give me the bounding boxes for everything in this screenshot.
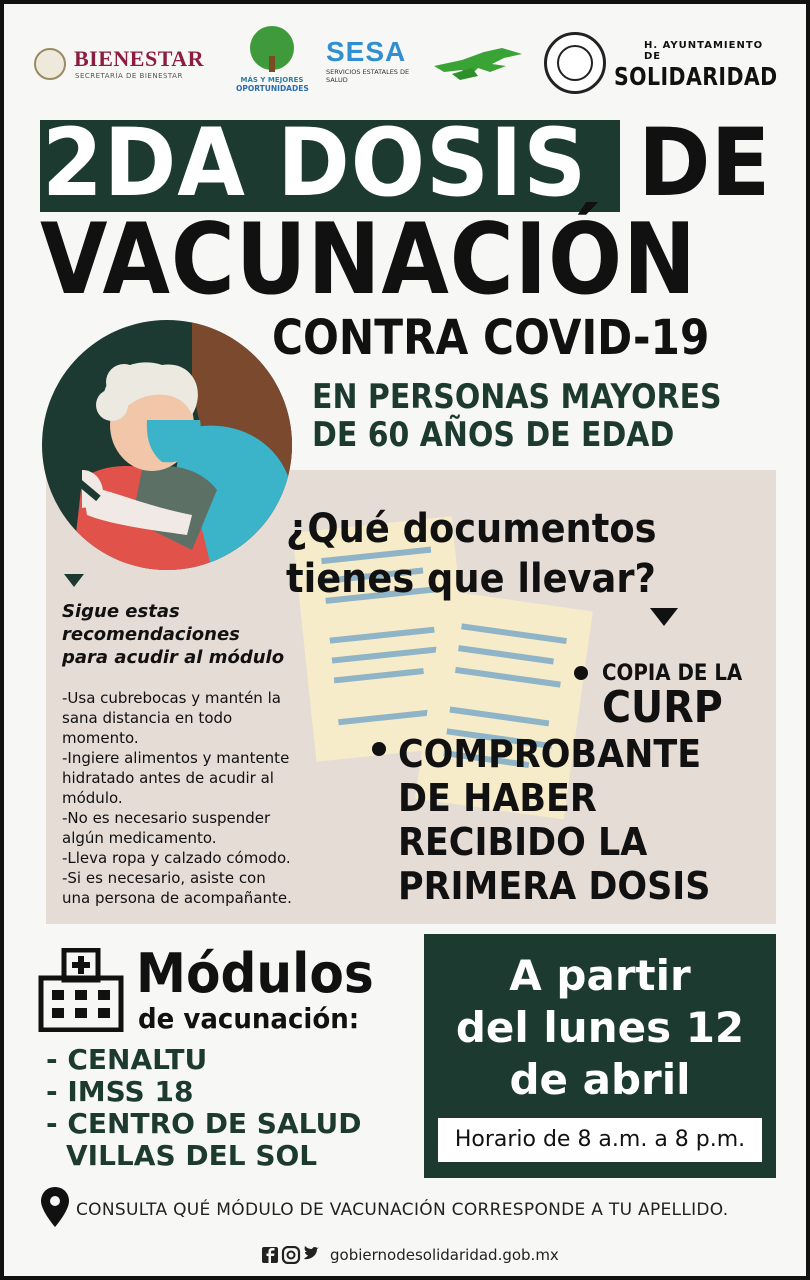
document-item-comprobante [398, 732, 710, 908]
doc-line [332, 646, 442, 663]
location-pin-icon [40, 1186, 70, 1228]
recommendation-line: momento. [62, 729, 139, 747]
modules-subtitle: de vacunación: [138, 1002, 360, 1035]
recs-heading-line-2: recomendaciones [62, 624, 240, 645]
document-item-curp: CURP [602, 682, 723, 733]
title-2da-dosis: 2DA DOSIS [42, 109, 588, 218]
schedule-hours: Horario de 8 a.m. a 8 p.m. [438, 1118, 762, 1162]
hospital-icon [38, 948, 124, 1032]
recommendation-line: hidratado antes de acudir al [62, 769, 274, 787]
recs-heading-line-1: Sigue estas [62, 601, 180, 622]
sesa-name: SESA [326, 36, 407, 67]
mas-mejores-oportunidades-logo [236, 26, 308, 102]
mmo-line1: MÁS Y MEJORES [240, 76, 304, 84]
comprobante-line-4: PRIMERA DOSIS [398, 864, 711, 908]
logo-bar [4, 26, 810, 106]
vaccination-illustration [42, 320, 292, 570]
bienestar-logo [34, 46, 234, 86]
recommendation-line: sana distancia en todo [62, 709, 233, 727]
recommendations-list [62, 688, 332, 908]
consulta-note: CONSULTA QUÉ MÓDULO DE VACUNACIÓN CORRESPONDE A TU APELLIDO. [76, 1200, 729, 1220]
doc-line [330, 627, 435, 644]
recommendation-line: -Ingiere alimentos y mantente [62, 749, 290, 767]
seal-inner-ring [557, 45, 593, 81]
comprobante-line-2: DE HABER [398, 776, 597, 820]
solidaridad-label: SOLIDARIDAD [614, 62, 778, 91]
comprobante-line-3: RECIBIDO LA [398, 820, 648, 864]
arrow-down-icon [650, 608, 678, 626]
document-item-curp-label: COPIA DE LA [602, 661, 743, 686]
bullet-icon [372, 742, 386, 756]
schedule-date [424, 950, 776, 1106]
ayuntamiento-label: H. AYUNTAMIENTO DE [644, 40, 764, 62]
bienestar-seal-icon [34, 48, 66, 80]
website-link[interactable]: gobiernodesolidaridad.gob.mx [330, 1246, 559, 1264]
doc-line [458, 645, 554, 664]
recommendation-line: -Usa cubrebocas y mantén la [62, 689, 281, 707]
date-line-2: del lunes 12 [455, 1003, 745, 1052]
mmo-line2: OPORTUNIDADES [236, 84, 309, 93]
arrow-down-icon [64, 574, 84, 587]
recommendation-line: -No es necesario suspender [62, 809, 271, 827]
recommendations-heading [62, 600, 322, 669]
title-de: DE [638, 109, 771, 218]
modules-title: Módulos [136, 942, 374, 1005]
module-item: - CENTRO DE SALUD [46, 1107, 362, 1140]
question-line-2: tienes que llevar? [286, 556, 656, 602]
modules-list [46, 1044, 361, 1172]
age-line-2: DE 60 AÑOS DE EDAD [312, 415, 675, 455]
ayuntamiento-logo [614, 40, 784, 90]
title-covid: CONTRA COVID-19 [272, 310, 710, 366]
age-requirement [312, 378, 722, 454]
module-item: - IMSS 18 [46, 1075, 194, 1108]
doc-line [461, 623, 567, 644]
comprobante-line-1: COMPROBANTE [398, 732, 702, 776]
solidaridad-seal-icon [544, 32, 606, 94]
social-icons [262, 1246, 320, 1264]
bienestar-name: BIENESTAR [74, 46, 205, 71]
title-vacunacion: VACUNACIÓN [40, 203, 697, 317]
sesa-logo [326, 38, 426, 88]
recommendation-line: -Si es necesario, asiste con [62, 869, 266, 887]
module-item: - CENALTU [46, 1043, 208, 1076]
date-line-3: de abril [509, 1055, 691, 1104]
bienestar-subtitle: SECRETARÍA DE BIENESTAR [75, 72, 183, 80]
recommendation-line: algún medicamento. [62, 829, 217, 847]
recommendation-line: módulo. [62, 789, 123, 807]
age-line-1: EN PERSONAS MAYORES [312, 377, 722, 417]
quintana-roo-bird-icon [432, 44, 524, 84]
doc-line [334, 668, 424, 683]
date-line-1: A partir [509, 951, 691, 1000]
sesa-subtitle: SERVICIOS ESTATALES DE SALUD [326, 68, 410, 84]
doc-line [455, 667, 561, 688]
module-item: VILLAS DEL SOL [66, 1139, 318, 1172]
question-line-1: ¿Qué documentos [286, 506, 657, 552]
bullet-icon [574, 666, 588, 680]
documents-question [286, 504, 657, 604]
recommendation-line: una persona de acompañante. [62, 889, 292, 907]
recommendation-line: -Lleva ropa y calzado cómodo. [62, 849, 291, 867]
recs-heading-line-3: para acudir al módulo [62, 647, 285, 668]
tree-icon [250, 26, 294, 70]
doc-line [449, 707, 549, 727]
